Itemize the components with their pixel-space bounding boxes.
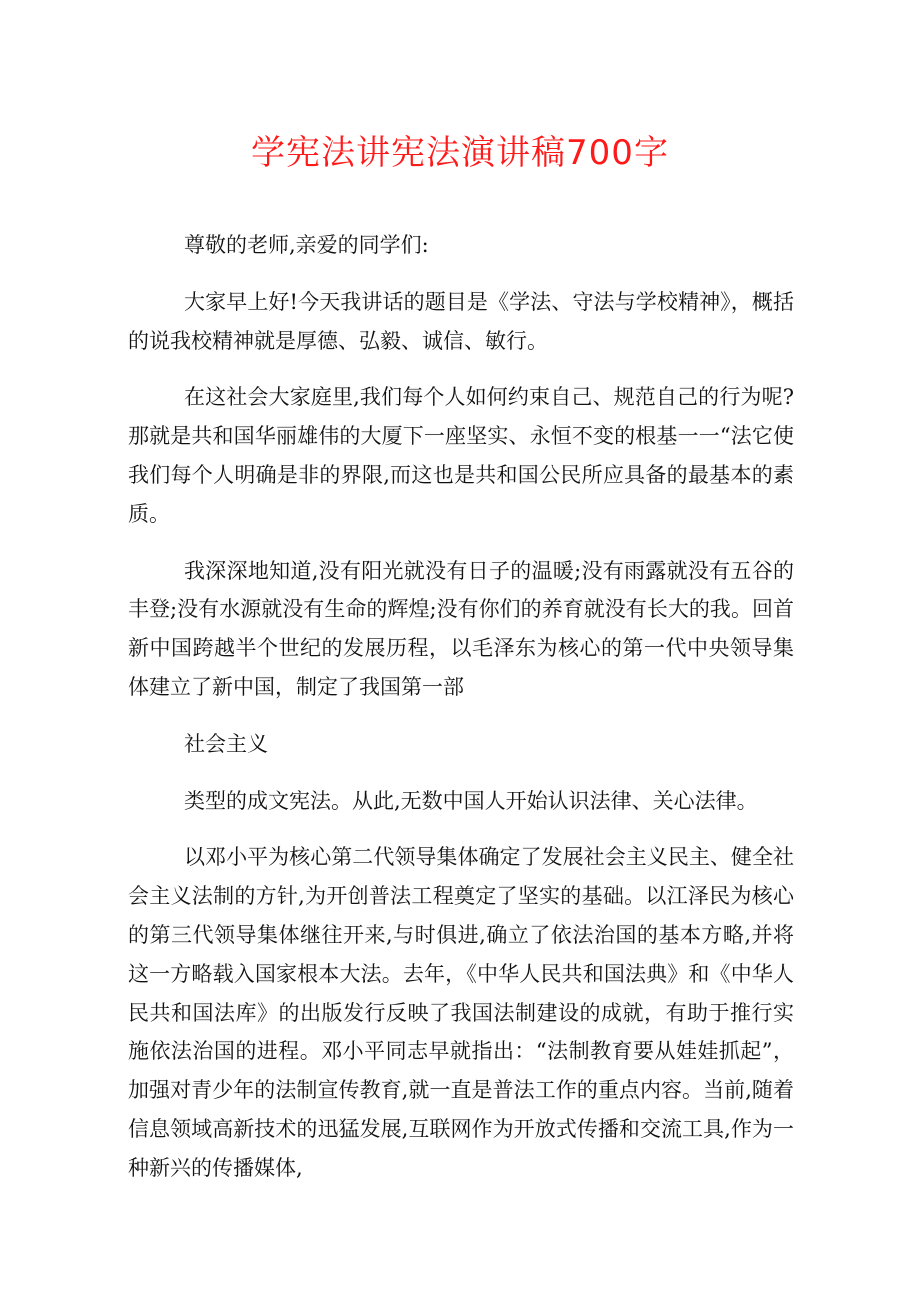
document-title: 学宪法讲宪法演讲稿700字 xyxy=(251,133,669,173)
paragraph-socialism: 社会主义 xyxy=(184,731,268,756)
paragraph-legal-construction: 以邓小平为核心第二代领导集体确定了发展社会主义民主、健全社会主义法制的方针,为开创普法工程奠定了坚实的基础。以江泽民为核心的第三代领导集体继往开来,与时俱进,确立了依法治国的基本方略,并将这一方略载入国家根本大法。去年，《中华人民共和国法典》和《中华人民共和国法库》的出版发行反映了我国法制建设的成就，有助于推行实施依法治国的进程。邓小平同志早就指出：“法制教育要从娃娃抓起”，加强对青少年的法制宣传教育,就一直是普法工作的重点内容。当前,随着信息领域高新技术的迅猛发展,互联网作为开放式传播和交流工具,作为一种新兴的传播媒体, xyxy=(128,845,794,1180)
document-body xyxy=(128,226,794,1206)
paragraph-topic: 大家早上好!今天我讲话的题目是《学法、守法与学校精神》，概括的说我校精神就是厚德、弘毅、诚信、敏行。 xyxy=(128,289,794,353)
paragraph-constitution: 类型的成文宪法。从此,无数中国人开始认识法律、关心法律。 xyxy=(184,788,758,813)
paragraph-greeting: 尊敬的老师,亲爱的同学们: xyxy=(184,233,429,257)
paragraph-history: 我深深地知道,没有阳光就没有日子的温暖;没有雨露就没有五谷的丰登;没有水源就没有生命的辉煌;没有你们的养育就没有长大的我。回首新中国跨越半个世纪的发展历程，以毛泽东为核心的第一代中央领导集体建立了新中国，制定了我国第一部 xyxy=(128,558,794,699)
paragraph-law-foundation: 在这社会大家庭里,我们每个人如何约束自己、规范自己的行为呢?那就是共和国华丽雄伟的大厦下一座坚实、永恒不变的根基一一“法它使我们每个人明确是非的界限,而这也是共和国公民所应具备的最基本的素质。 xyxy=(128,385,794,526)
